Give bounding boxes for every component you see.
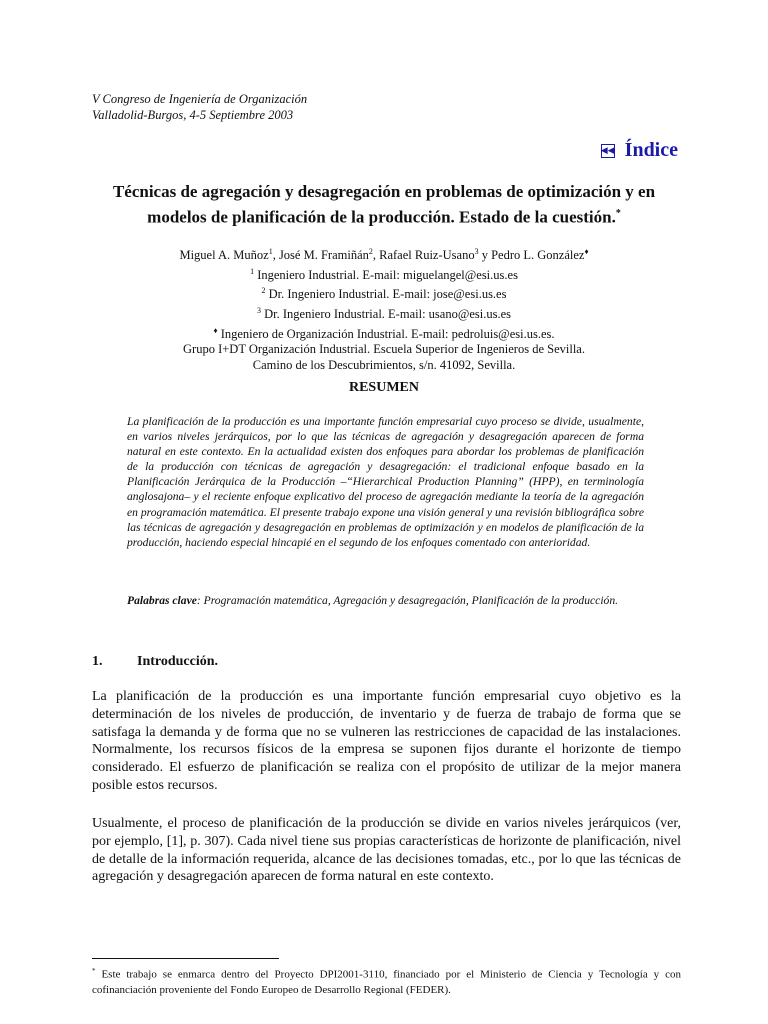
author-list: Miguel A. Muñoz$^1$, José M. Framiñán$^2$, Rafael Ruiz-Usano$^3$ y Pedro L. González♦ xyxy=(179,247,589,263)
footnote xyxy=(92,964,681,998)
conference-header xyxy=(92,91,307,123)
title-line-2: modelos de planificación de la producción. Estado de la cuestión. xyxy=(147,207,616,227)
research-group: Grupo I+DT Organización Industrial. Escuela Superior de Ingenieros de Sevilla. xyxy=(183,342,585,357)
footnote-text: Este trabajo se enmarca dentro del Proyecto DPI2001-3110, financiado por el Ministerio de Ciencia y Tecnología y con cofinanciación proveniente del Fondo Europeo de Desarrollo Regional (FEDER). xyxy=(92,968,681,996)
keywords-label: Palabras clave xyxy=(127,594,197,607)
paragraph-2: Usualmente, el proceso de planificación de la producción se divide en varios niveles jerárquicos (ver, por ejemplo, [1], p. 307). Cada nivel tiene sus propias características de horizonte de planificación, nivel de detalle de la información requerida, alcance de las decisiones tomadas, etc., por lo que las técnicas de agregación y desagregación aparecen de forma natural en este contexto. xyxy=(92,816,681,885)
conference-name: V Congreso de Ingeniería de Organización xyxy=(92,92,308,106)
affiliation-3: $^3$ Dr. Ingeniero Industrial. E-mail: usano@esi.us.es xyxy=(257,305,511,322)
conference-location-date: Valladolid-Burgos, 4-5 Septiembre 2003 xyxy=(92,108,294,122)
affiliation-2: $^2$ Dr. Ingeniero Industrial. E-mail: jose@esi.us.es xyxy=(261,286,507,302)
keywords-list: : Programación matemática, Agregación y desagregación, Planificación de la producción. xyxy=(196,594,619,607)
paragraph-1: La planificación de la producción es una importante función empresarial cuyo objetivo es la determinación de los niveles de producción, de inventario y de fuerza de trabajo de forma que se satisfaga la demanda y de forma que no se vulneren las restricciones de capacidad de las instalaciones. Normalmente, los recursos físicos de la empresa se suponen fijos durante el horizonte de tiempo considerado. El esfuerzo de planificación se realiza con el propósito de utilizar de la mejor manera posible estos recursos. xyxy=(92,689,681,793)
affiliation-4: ♦ Ingeniero de Organización Industrial. E-mail: pedroluis@esi.us.es. xyxy=(213,325,555,341)
footnote-divider xyxy=(92,958,279,959)
abstract-heading: RESUMEN xyxy=(348,380,419,395)
rewind-icon[interactable]: ◀◀ xyxy=(601,144,615,158)
address: Camino de los Descubrimientos, s/n. 41092, Sevilla. xyxy=(252,357,516,372)
keywords xyxy=(127,593,644,608)
footnote-mark: * xyxy=(92,967,96,975)
author-block xyxy=(90,244,678,373)
section-title: Introducción. xyxy=(137,654,219,669)
indice-label[interactable]: Índice xyxy=(624,139,678,161)
section-number: 1. xyxy=(92,654,103,669)
section-heading xyxy=(92,654,218,670)
abstract-text: La planificación de la producción es una importante función empresarial cuyo proceso se divide, usualmente, en varios niveles jerárquicos, por lo que las técnicas de agregación y desagregación aparecen de forma natural en este contexto. En la actualidad existen dos enfoques para abordar los problemas de planificación de la producción con técnicas de agregación y desagregación: el tradicional enfoque basado en la Planificación Jerárquica de la Producción –“Hierarchical Production Planning” (HPP), en terminología anglosajona– y el reciente enfoque explicativo del proceso de agregación mediante la teoría de la agregación en programación matemática. El presente trabajo expone una visión general y una revisión bibliográfica sobre las técnicas de agregación y desagregación en problemas de optimización y en modelos de planificación de la producción, haciendo especial hincapié en el segundo de los enfoques comentado con anterioridad. xyxy=(127,415,644,549)
paper-title xyxy=(80,181,688,229)
title-line-1: Técnicas de agregación y desagregación en problemas de optimización y en xyxy=(112,182,656,201)
title-footnote-mark: * xyxy=(615,208,621,219)
affiliation-1: $^1$ Ingeniero Industrial. E-mail: miguelangel@esi.us.es xyxy=(250,266,518,282)
indice-link[interactable] xyxy=(601,139,678,162)
